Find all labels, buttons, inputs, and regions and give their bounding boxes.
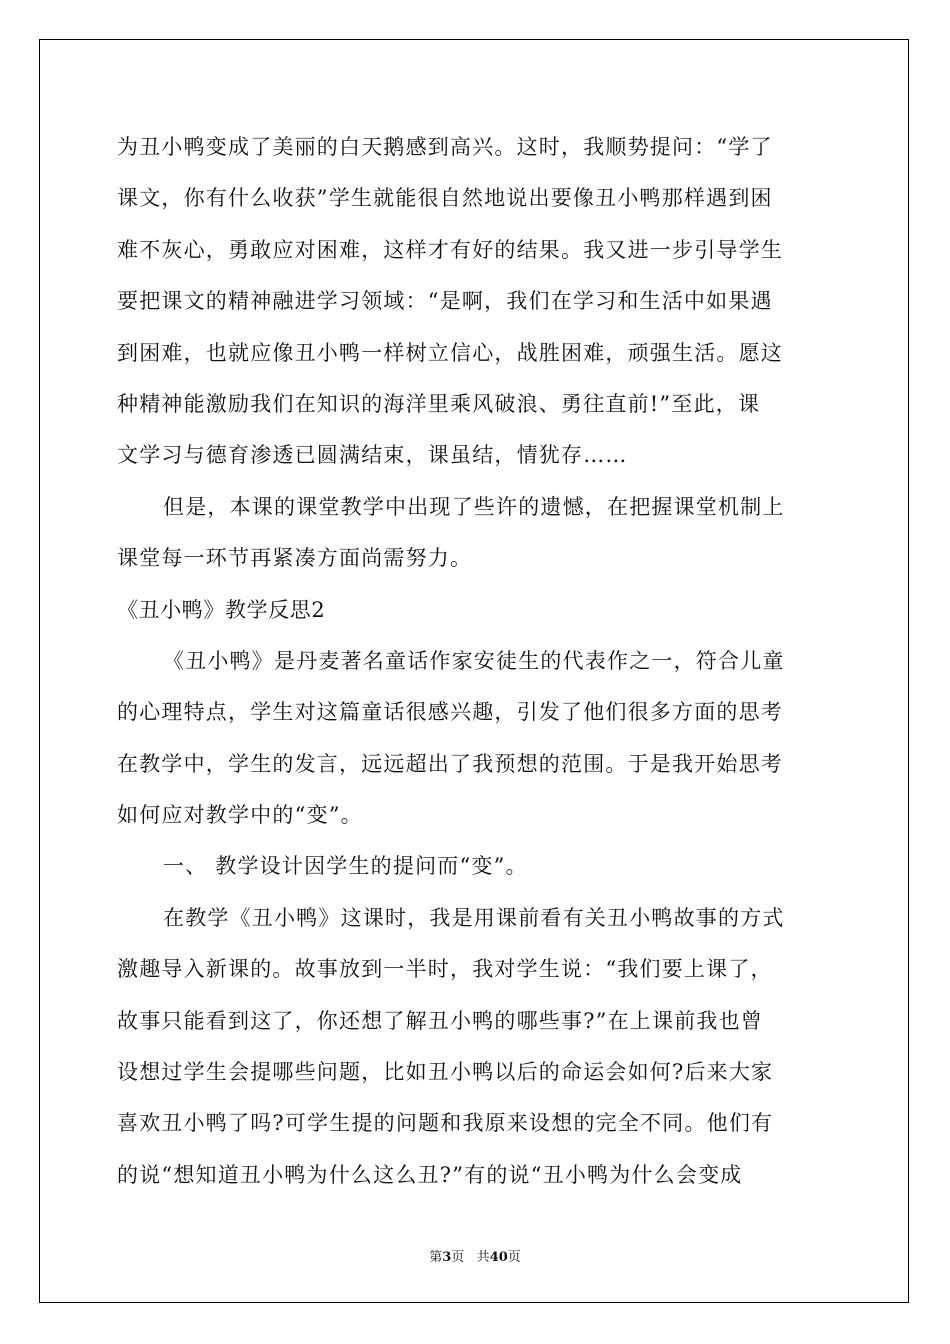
text-line: 难不灰心，勇敢应对困难，这样才有好的结果。我又进一步引导学生 bbox=[117, 237, 783, 262]
text-line: 课堂每一环节再紧凑方面尚需努力。 bbox=[117, 546, 473, 571]
text-line: 到困难，也就应像丑小鸭一样树立信心，战胜困难，顽强生活。愿这 bbox=[117, 340, 783, 365]
text-line: 喜欢丑小鸭了吗?可学生提的问题和我原来设想的完全不同。他们有 bbox=[117, 1111, 774, 1136]
section-heading: 《丑小鸭》教学反思2 bbox=[117, 597, 326, 622]
text-line: 如何应对教学中的“变”。 bbox=[117, 803, 363, 828]
page-suffix: 页 bbox=[451, 1250, 465, 1265]
total-suffix: 页 bbox=[507, 1250, 521, 1265]
text-line: 种精神能激励我们在知识的海洋里乘风破浪、勇往直前!”至此，课 bbox=[117, 391, 761, 416]
text-line: 激趣导入新课的。故事放到一半时，我对学生说：“我们要上课了， bbox=[117, 957, 773, 982]
text-line: 的说“想知道丑小鸭为什么这么丑?”有的说“丑小鸭为什么会变成 bbox=[117, 1162, 743, 1187]
page-footer bbox=[0, 1246, 950, 1265]
text-line: 课文，你有什么收获”学生就能很自然地说出要像丑小鸭那样遇到困 bbox=[117, 186, 773, 211]
current-page-number: 3 bbox=[442, 1250, 452, 1265]
total-prefix: 共 bbox=[476, 1250, 490, 1265]
text-line: 为丑小鸭变成了美丽的白天鹅感到高兴。这时，我顺势提问：“学了 bbox=[117, 135, 773, 159]
text-line: 故事只能看到这了，你还想了解丑小鸭的哪些事?”在上课前我也曾 bbox=[117, 1008, 763, 1033]
text-line: 在教学中，学生的发言，远远超出了我预想的范围。于是我开始思考 bbox=[117, 751, 783, 776]
page-prefix: 第 bbox=[429, 1250, 443, 1265]
paragraph-start-line: 但是，本课的课堂教学中出现了些许的遗憾，在把握课堂机制上 bbox=[163, 494, 785, 519]
text-line: 文学习与德育渗透已圆满结束，课虽结，情犹存…… bbox=[117, 443, 628, 468]
text-line: 设想过学生会提哪些问题，比如丑小鸭以后的命运会如何?后来大家 bbox=[117, 1060, 774, 1085]
document-body bbox=[117, 122, 835, 1201]
text-line: 要把课文的精神融进学习领域：“是啊，我们在学习和生活中如果遇 bbox=[117, 289, 773, 314]
subsection-heading: 一、 教学设计因学生的提问而“变”。 bbox=[163, 854, 528, 879]
paragraph-start-line: 《丑小鸭》是丹麦著名童话作家安徒生的代表作之一，符合儿童 bbox=[163, 648, 785, 673]
paragraph-start-line: 在教学《丑小鸭》这课时，我是用课前看有关丑小鸭故事的方式 bbox=[163, 905, 785, 930]
total-pages-number: 40 bbox=[489, 1250, 508, 1265]
text-line: 的心理特点，学生对这篇童话很感兴趣，引发了他们很多方面的思考 bbox=[117, 700, 783, 725]
